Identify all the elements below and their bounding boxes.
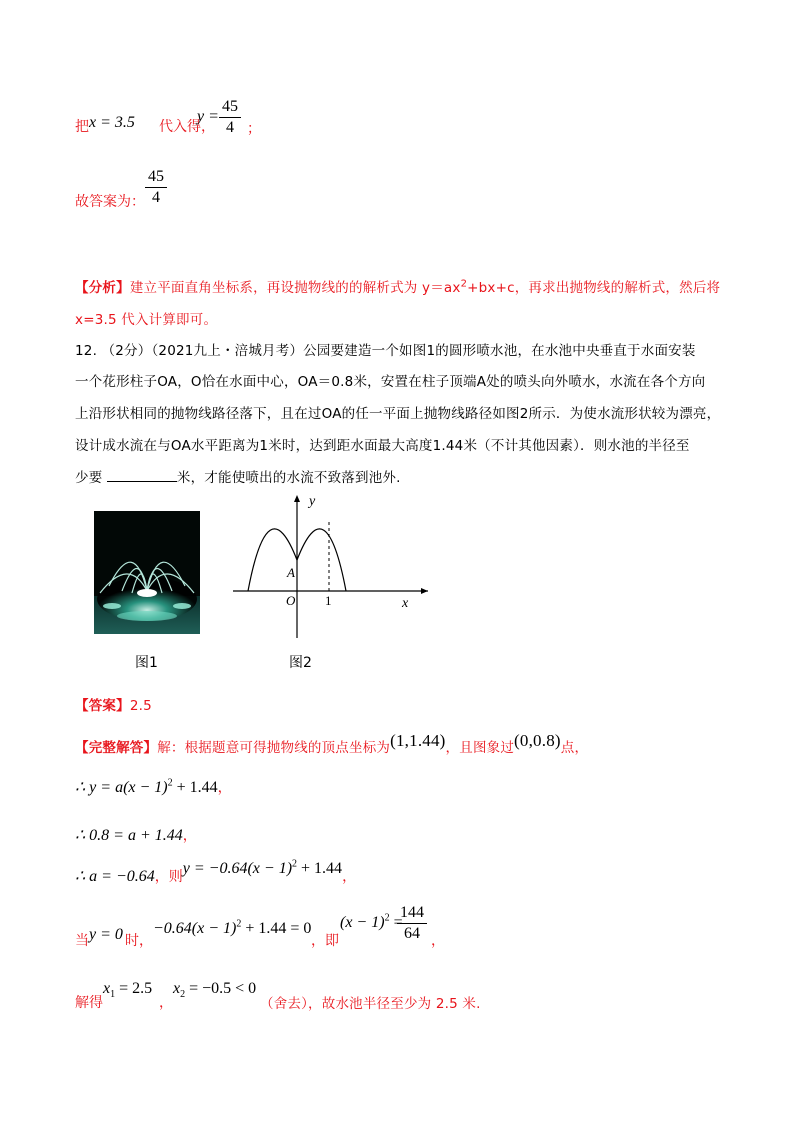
solution-tag: 【完整解答】: [75, 740, 158, 756]
question-line-5a: 少要: [75, 470, 103, 486]
step-4-when: 当: [75, 933, 89, 949]
step-3-mid: ，则: [154, 869, 183, 885]
label-A: A: [287, 565, 295, 580]
step-4-fraction: [397, 904, 427, 943]
step-4-cond: y = 0: [89, 926, 123, 943]
question-line-5: [75, 466, 401, 486]
step-3-end: ，: [342, 869, 357, 885]
question-line-1: 12. （2分）（2021九上・涪城月考）公园要建造一个如图1的圆形喷水池，在水池中央垂直于水面安装: [75, 343, 696, 359]
step-5-solve: 解得: [75, 995, 103, 1011]
label-y: y: [309, 494, 316, 509]
fountain-image: [94, 511, 200, 634]
step-3-eq-b: + 1.44: [297, 860, 343, 877]
figure-1-photo: [94, 511, 200, 634]
step-5-x2-value: = −0.5 < 0: [185, 980, 257, 997]
fraction-numerator: 45: [219, 98, 241, 118]
answer-blank: [107, 469, 177, 482]
label-O: O: [286, 593, 296, 608]
result-lhs: y =: [197, 108, 219, 125]
step-4-eq2-sup: 2: [384, 912, 390, 924]
result-end: ；: [247, 121, 261, 137]
answer-prefix: 故答案为：: [75, 194, 145, 210]
step-4-ie: ，即: [311, 933, 339, 949]
step-1-eq: ∴ y = a(x − 1): [75, 779, 168, 796]
result-condition: x = 3.5: [89, 114, 135, 131]
analysis-tag: 【分析】: [75, 280, 130, 296]
analysis-text-2: +bx+c，再求出抛物线的解析式，然后将: [467, 280, 721, 296]
solution-end: 点，: [560, 740, 589, 756]
parabola-right: [297, 529, 346, 591]
step-3-sup: 2: [292, 858, 298, 870]
step-4-eq2-b: =: [389, 914, 403, 931]
step-5-conclusion: （舍去），故水池半径至少为 2.5 米.: [260, 996, 481, 1012]
step-1-eq-b: + 1.44: [172, 779, 218, 796]
step-5-x2: x: [173, 980, 181, 997]
fraction-numerator: 45: [145, 168, 167, 188]
fraction-numerator: 144: [397, 904, 427, 924]
fraction-denominator: 64: [404, 925, 420, 942]
step-5-x1: x: [103, 980, 111, 997]
step-4-sup: 2: [236, 918, 242, 930]
result-fraction: [219, 98, 241, 137]
answer-value: 2.5: [129, 698, 152, 714]
solution-step-2: [75, 825, 197, 845]
step-5-x1-sub: 1: [110, 989, 116, 1001]
step-4-end: ，: [431, 933, 445, 949]
step-3-eq-full: y = −0.64(x − 1): [182, 860, 293, 877]
figure-2-caption: 图2: [289, 655, 312, 671]
analysis-text-1: 建立平面直角坐标系，再设抛物线的的解析式为 y＝ax: [129, 280, 461, 296]
vertex-coordinates: (1,1.44): [390, 731, 446, 750]
y-axis-arrow: [294, 495, 300, 502]
figure-1-caption: 图1: [135, 655, 158, 671]
question-line-2: 一个花形柱子OA，O恰在水面中心，OA＝0.8米，安置在柱子顶端A处的喷头向外喷水，水流在各个方向: [75, 374, 706, 390]
answer-tag: 【答案】: [75, 698, 130, 714]
solution-mid: ，且图象过: [445, 740, 515, 756]
step-1-end: ，: [217, 780, 232, 796]
step-4-eq: −0.64(x − 1): [153, 920, 237, 937]
result-prefix: 把: [75, 119, 89, 135]
question-line-4: 设计成水流在与OA水平距离为1米时，达到距水面最大高度1.44米（不计其他因素）．则水池的半径至: [75, 438, 690, 454]
result-mid: 代入得，: [159, 119, 215, 135]
step-5-x2-sub: 2: [180, 989, 186, 1001]
figure-2-graph: [230, 492, 430, 642]
step-3-eq: ∴ a = −0.64: [75, 868, 155, 885]
step-4-eq2-wrap: [340, 912, 403, 932]
analysis-sup: 2: [460, 278, 468, 290]
answer-fraction: [145, 168, 167, 207]
label-1: 1: [325, 593, 332, 608]
solution-step-3: [75, 858, 357, 885]
step-4-eq-b: + 1.44 = 0: [241, 920, 312, 937]
fraction-denominator: 4: [226, 119, 234, 136]
question-line-5b: 米，才能使喷出的水流不致落到池外.: [176, 470, 401, 486]
parabola-left: [248, 529, 297, 591]
step-2-end: ，: [182, 828, 197, 844]
fraction-denominator: 4: [152, 189, 160, 206]
question-line-3: 上沿形状相同的抛物线路径落下，且在过OA的任一平面上抛物线路径如图2所示．为使水流形状较为漂亮，: [75, 406, 721, 422]
step-5-x1-wrap: [103, 978, 152, 1000]
solution-step-1: [75, 777, 232, 797]
step-1-sup: 2: [167, 777, 173, 789]
step-2-eq: ∴ 0.8 = a + 1.44: [75, 827, 183, 844]
step-4-time: 时，: [125, 933, 153, 949]
analysis-line-2: x=3.5 代入计算即可。: [75, 312, 218, 328]
step-5-x2-wrap: [173, 978, 256, 1000]
label-x: x: [402, 596, 409, 611]
step-5-x1-value: = 2.5: [115, 980, 153, 997]
step-4-eq-wrap: [153, 918, 311, 938]
analysis-line-1: [75, 276, 720, 296]
step-4-eq2: (x − 1): [340, 914, 385, 931]
point-coordinates: (0,0.8): [514, 731, 561, 750]
step-5-sep: ，: [159, 995, 173, 1011]
solution-intro-text: 解：根据题意可得抛物线的顶点坐标为: [157, 740, 391, 756]
solution-intro: [75, 731, 589, 757]
answer-line: [75, 694, 152, 714]
x-axis-arrow: [421, 588, 428, 594]
